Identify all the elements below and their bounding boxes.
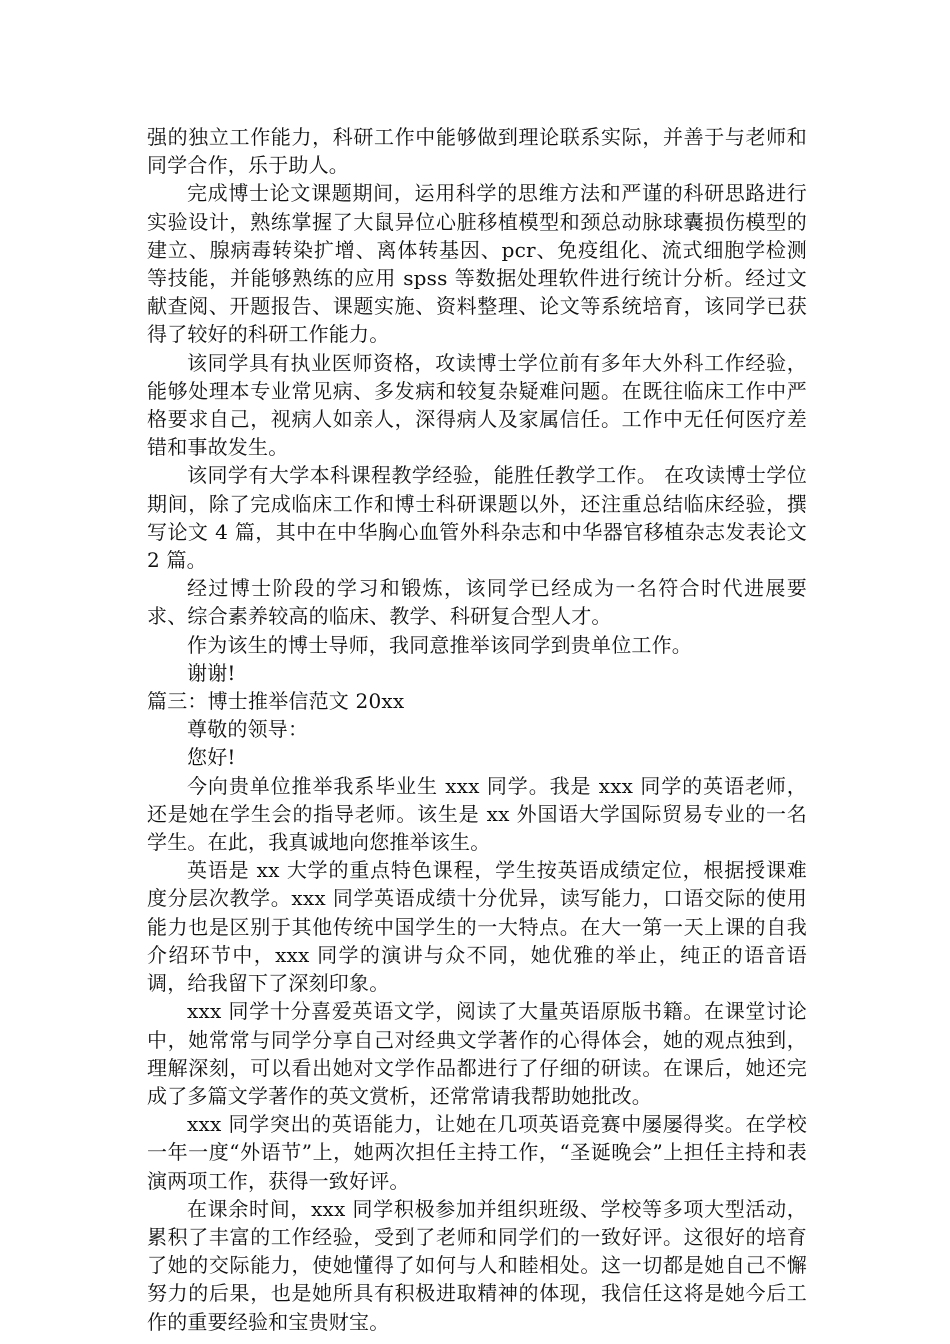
paragraph-english-course: 英语是 xx 大学的重点特色课程，学生按英语成绩定位，根据授课难度分层次教学。xxx 同学英语成绩十分优异，读写能力，口语交际的使用能力也是区别于其他传统中国学生的一大特点。在大一第一天上课的自我介绍环节中，xxx 同学的演讲与众不同，她优雅的举止，纯正的语音语调，给我留下了深刻印象。 — [147, 858, 807, 996]
paragraph-activities: 在课余时间，xxx 同学积极参加并组织班级、学校等多项大型活动，累积了丰富的工作经验，受到了老师和同学们的一致好评。这很好的培育了她的交际能力，使她懂得了如何与人和睦相处。这一切都是她自己不懈努力的后果，也是她所具有积极进取精神的体现，我信任这将是她今后工作的重要经验和宝贵财宝。 — [147, 1196, 807, 1334]
paragraph-introduction: 今向贵单位推举我系毕业生 xxx 同学。我是 xxx 同学的英语老师，还是她在学生会的指导老师。该生是 xx 外国语大学国际贸易专业的一名学生。在此，我真诚地向您推举该生。 — [147, 773, 807, 855]
paragraph-competitions: xxx 同学突出的英语能力，让她在几项英语竞赛中屡屡得奖。在学校一年一度“外语节”上，她两次担任主持工作，“圣诞晚会”上担任主持和表演两项工作，获得一致好评。 — [147, 1112, 807, 1193]
paragraph-literature: xxx 同学十分喜爱英语文学，阅读了大量英语原版书籍。在课堂讨论中，她常常与同学分享自己对经典文学著作的心得体会，她的观点独到，理解深刻，可以看出她对文学作品都进行了仔细的研读。在课后，她还完成了多篇文学著作的英文赏析，还常常请我帮助她批改。 — [147, 999, 807, 1108]
paragraph-greeting: 您好! — [187, 745, 236, 770]
paragraph-teaching-experience: 该同学有大学本科课程教学经验，能胜任教学工作。 在攻读博士学位期间，除了完成临床工作和博士科研课题以外，还注重总结临床经验，撰写论文 4 篇，其中在中华胸心血管外科杂志和中华器官移植杂志发表论文 2 篇。 — [147, 463, 807, 573]
paragraph-summary: 经过博士阶段的学习和锻炼，该同学已经成为一名符合时代进展要求、综合素养较高的临床、教学、科研复合型人才。 — [147, 576, 807, 629]
paragraph-continuation: 强的独立工作能力，科研工作中能够做到理论联系实际，并善于与老师和同学合作，乐于助人。 — [147, 125, 807, 178]
paragraph-research-skills: 完成博士论文课题期间，运用科学的思维方法和严谨的科研思路进行实验设计，熟练掌握了大鼠异位心脏移植模型和颈总动脉球囊损伤模型的建立、腺病毒转染扩增、离体转基因、pcr、免疫组化、流式细胞学检测等技能，并能够熟练的应用 spss 等数据处理软件进行统计分析。经过文献查阅、开题报告、课题实施、资料整理、论文等系统培育，该同学已获得了较好的科研工作能力。 — [147, 181, 807, 347]
document-page — [147, 123, 807, 1336]
section-heading: 篇三：博士推举信范文 20xx — [147, 689, 405, 714]
paragraph-thanks: 谢谢! — [187, 660, 236, 685]
paragraph-salutation: 尊敬的领导： — [187, 717, 309, 742]
paragraph-recommendation: 作为该生的博士导师，我同意推举该同学到贵单位工作。 — [187, 632, 692, 657]
paragraph-clinical-experience: 该同学具有执业医师资格，攻读博士学位前有多年大外科工作经验，能够处理本专业常见病、多发病和较复杂疑难问题。在既往临床工作中严格要求自己，视病人如亲人，深得病人及家属信任。工作中无任何医疗差错和事故发生。 — [147, 350, 807, 460]
